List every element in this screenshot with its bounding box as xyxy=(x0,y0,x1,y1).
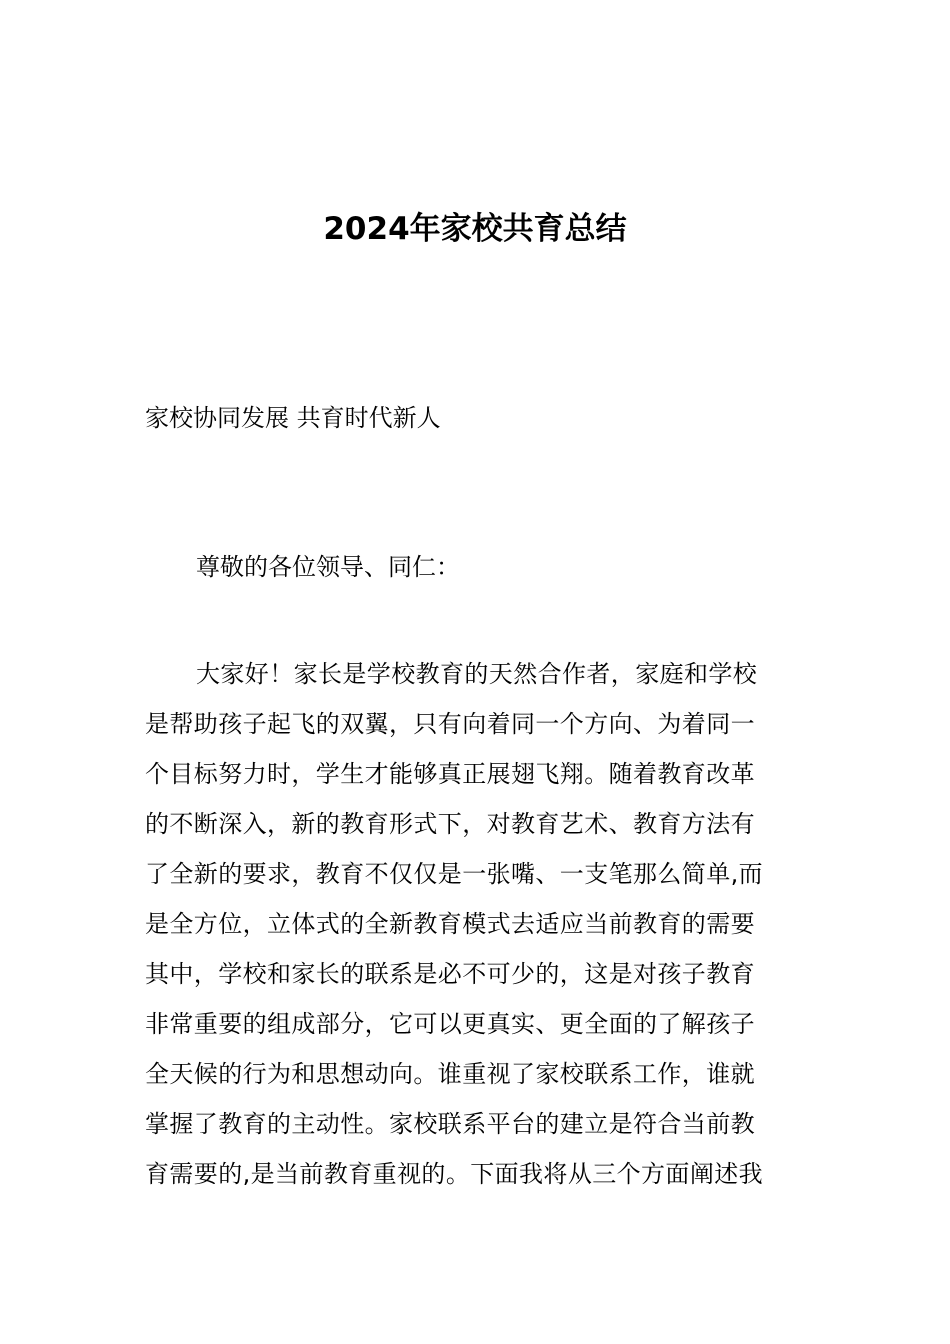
paragraph-line: 全天候的行为和思想动向。谁重视了家校联系工作，谁就 xyxy=(145,1060,755,1088)
paragraph-line: 其中，学校和家长的联系是必不可少的，这是对孩子教育 xyxy=(145,960,755,988)
document-subtitle: 家校协同发展 共育时代新人 xyxy=(145,404,441,432)
paragraph-line: 个目标努力时，学生才能够真正展翅飞翔。随着教育改革 xyxy=(145,760,755,788)
document-title: 2024年家校共育总结 xyxy=(323,211,627,247)
paragraph-line: 了全新的要求，教育不仅仅是一张嘴、一支笔那么简单,而 xyxy=(145,860,764,888)
paragraph-line: 大家好！家长是学校教育的天然合作者，家庭和学校 xyxy=(196,660,758,688)
paragraph-line: 育需要的,是当前教育重视的。下面我将从三个方面阐述我 xyxy=(145,1160,764,1188)
paragraph-line: 是帮助孩子起飞的双翼，只有向着同一个方向、为着同一 xyxy=(145,710,755,738)
paragraph-line: 是全方位，立体式的全新教育模式去适应当前教育的需要 xyxy=(145,910,755,938)
salutation: 尊敬的各位领导、同仁： xyxy=(196,553,460,581)
paragraph-line: 非常重要的组成部分，它可以更真实、更全面的了解孩子 xyxy=(145,1010,755,1038)
paragraph-line: 的不断深入，新的教育形式下，对教育艺术、教育方法有 xyxy=(145,810,755,838)
body-paragraph xyxy=(145,649,815,1199)
paragraph-line: 掌握了教育的主动性。家校联系平台的建立是符合当前教 xyxy=(145,1110,755,1138)
